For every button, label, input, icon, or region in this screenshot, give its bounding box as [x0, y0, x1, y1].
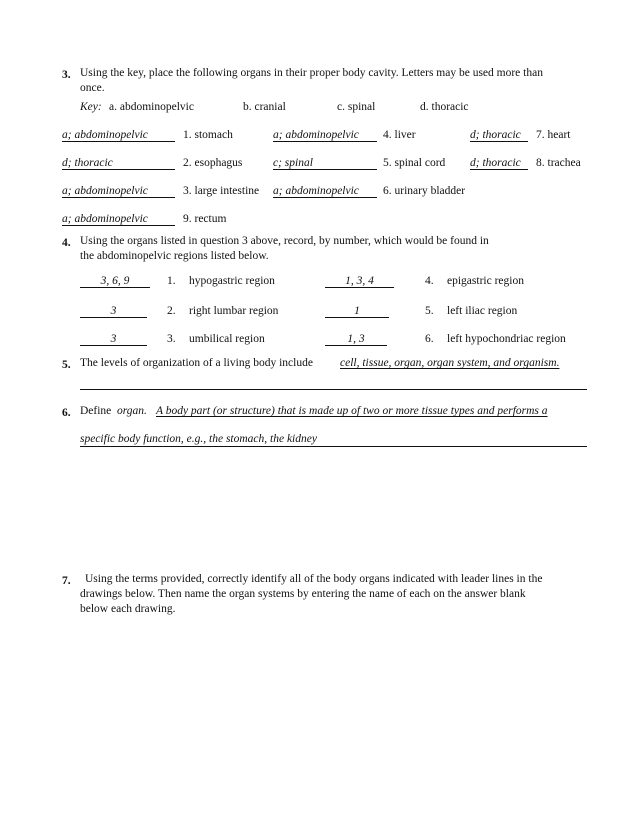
q4-num-3: 3.	[167, 333, 176, 345]
q3-answer-7: d; thoracic	[470, 129, 521, 141]
answer-field[interactable]	[62, 157, 175, 170]
answer-field[interactable]	[62, 185, 175, 198]
answer-field[interactable]	[325, 305, 389, 318]
q4-answer-5: 1	[354, 305, 360, 317]
q3-item-8: 8. trachea	[536, 157, 581, 169]
q4-answer-2: 3	[110, 305, 117, 317]
q4-region-1: hypogastric region	[189, 275, 275, 287]
answer-field[interactable]	[325, 333, 387, 346]
q4-answer-6: 1, 3	[347, 333, 365, 345]
q3-answer-9: a; abdominopelvic	[62, 213, 148, 225]
answer-field[interactable]	[62, 213, 175, 226]
answer-field[interactable]	[273, 185, 377, 198]
q6-answer-line2[interactable]: specific body function, e.g., the stomach, the kidney	[80, 433, 317, 445]
q4-number: 4.	[62, 237, 71, 249]
q7-line3: below each drawing.	[80, 603, 176, 615]
q5-prompt: The levels of organization of a living body include	[80, 357, 313, 369]
q3-item-9: 9. rectum	[183, 213, 227, 225]
key-label: Key:	[80, 101, 102, 113]
answer-field[interactable]	[80, 305, 147, 318]
q4-answer-3: 3	[110, 333, 117, 345]
q4-num-1: 1.	[167, 275, 176, 287]
q7-line2: drawings below. Then name the organ systems by entering the name of each on the answer blank	[80, 588, 526, 600]
answer-field[interactable]	[470, 157, 528, 170]
q3-answer-6: a; abdominopelvic	[273, 185, 359, 197]
q7-line1: Using the terms provided, correctly identify all of the body organs indicated with leader lines in the	[85, 573, 543, 585]
q7-number: 7.	[62, 575, 71, 587]
q6-define: Define	[80, 405, 112, 417]
q3-item-2: 2. esophagus	[183, 157, 243, 169]
q5-number: 5.	[62, 359, 71, 371]
q3-answer-5: c; spinal	[273, 157, 313, 169]
q4-num-5: 5.	[425, 305, 434, 317]
q4-num-4: 4.	[425, 275, 434, 287]
q3-item-6: 6. urinary bladder	[383, 185, 466, 197]
q4-region-5: left iliac region	[447, 305, 518, 317]
answer-field[interactable]	[80, 333, 147, 346]
q3-prompt-line2: once.	[80, 82, 105, 94]
q3-answer-2: d; thoracic	[62, 157, 113, 169]
q3-answer-8: d; thoracic	[470, 157, 521, 169]
key-a: a. abdominopelvic	[109, 101, 194, 113]
q4-region-6: left hypochondriac region	[447, 333, 566, 345]
q4-num-2: 2.	[167, 305, 176, 317]
q4-num-6: 6.	[425, 333, 434, 345]
q4-answer-4: 1, 3, 4	[345, 275, 374, 287]
q6-answer-line	[80, 446, 587, 447]
q5-answer[interactable]: cell, tissue, organ, organ system, and organism.	[340, 357, 560, 369]
q4-region-3: umbilical region	[189, 333, 265, 345]
q4-answer-1: 3, 6, 9	[100, 275, 130, 287]
q6-term: organ.	[117, 405, 147, 417]
q3-number: 3.	[62, 69, 71, 81]
answer-field[interactable]	[325, 275, 394, 288]
q5-answer-line	[80, 389, 587, 390]
q3-answer-3: a; abdominopelvic	[62, 185, 148, 197]
key-d: d. thoracic	[420, 101, 469, 113]
q6-answer-line1[interactable]: A body part (or structure) that is made up of two or more tissue types and performs a	[156, 405, 548, 417]
answer-field[interactable]	[273, 129, 377, 142]
q3-item-1: 1. stomach	[183, 129, 233, 141]
q3-item-4: 4. liver	[383, 129, 416, 141]
q4-region-2: right lumbar region	[189, 305, 279, 317]
answer-field[interactable]	[273, 157, 377, 170]
q3-answer-1: a; abdominopelvic	[62, 129, 148, 141]
q3-answer-4: a; abdominopelvic	[273, 129, 359, 141]
q6-number: 6.	[62, 407, 71, 419]
key-b: b. cranial	[243, 101, 286, 113]
q3-item-3: 3. large intestine	[183, 185, 260, 197]
key-c: c. spinal	[337, 101, 376, 113]
q4-region-4: epigastric region	[447, 275, 524, 287]
q3-item-7: 7. heart	[536, 129, 571, 141]
q4-prompt-line1: Using the organs listed in question 3 above, record, by number, which would be found in	[80, 235, 489, 247]
q4-prompt-line2: the abdominopelvic regions listed below.	[80, 250, 269, 262]
q3-prompt-line1: Using the key, place the following organs in their proper body cavity. Letters may be used more than	[80, 67, 543, 79]
answer-field[interactable]	[470, 129, 528, 142]
answer-field[interactable]	[62, 129, 175, 142]
answer-field[interactable]	[80, 275, 150, 288]
q3-item-5: 5. spinal cord	[383, 157, 446, 169]
